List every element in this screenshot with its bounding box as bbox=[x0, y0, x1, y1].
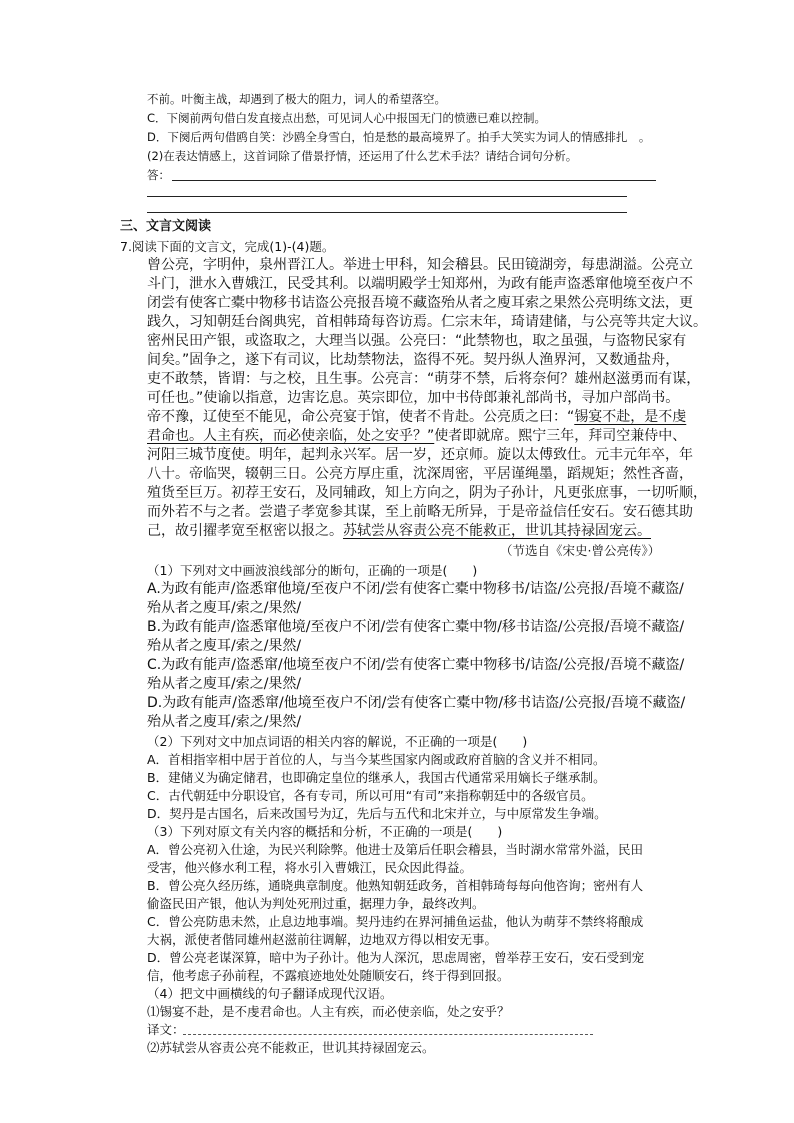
q1-option-c-cont: 殆从者之廋耳/索之/果然/ bbox=[147, 676, 302, 692]
passage-text: 使者即就席。熙宁三年，拜司空兼侍中、 bbox=[434, 428, 687, 444]
q4-sub-1: ⑴锡宴不赴，是不虔君命也。人主有疾，而必使亲临，处之安乎？ bbox=[147, 1004, 510, 1019]
q1-option-d[interactable]: D.为政有能声/盗悉窜/他境至夜户不闭/尝有使客亡橐中物/移书诘盗/公亮报/吾境不藏盗/ bbox=[147, 695, 686, 711]
passage-line: 殖货至巨万。初荐王安石，及同辅政，知上方向之，阴为子孙计，凡更张庶事，一切听顺， bbox=[147, 485, 707, 501]
passage-line: 吏不敢禁，皆谓：与之校，且生事。公亮言：“萌芽不禁，后将奈何？雄州赵滋勇而有谋， bbox=[147, 371, 701, 387]
q2-option-b[interactable]: B．建储义为确定储君，也即确定皇位的继承人，我国古代通常采用嫡长子继承制。 bbox=[147, 770, 606, 785]
q1-option-a[interactable]: A.为政有能声/盗悉窜他境/至夜户不闭/尝有使客亡橐中物移书/诘盗/公亮报/吾境不藏盗/ bbox=[147, 581, 684, 597]
passage-line: 八十。帝临哭，辍朝三日。公亮方厚庄重，沈深周密，平居谨绳墨，蹈规矩；然性吝啬， bbox=[147, 466, 693, 482]
answer-line-2[interactable] bbox=[147, 196, 627, 197]
question-7-intro: 7.阅读下面的文言文，完成(1)-(4)题。 bbox=[120, 239, 335, 254]
q3-option-d[interactable]: D．曾公亮老谋深算，暗中为子孙计。他为人深沉，思虑周密，曾举荐王安石，安石受到宠 bbox=[147, 950, 645, 965]
passage-line: 河阳三城节度使。明年，起判永兴军。居一岁，还京师。旋以太傅致仕。元丰元年卒，年 bbox=[147, 447, 693, 463]
passage-line: 践久，习知朝廷台阁典宪，首相韩琦每咨访焉。仁宗末年，琦请建储，与公亮等共定大议。 bbox=[147, 314, 707, 330]
passage-line: 曾公亮，字明仲，泉州晋江人。举进士甲科，知会稽县。民田镜湖旁，每患湖溢。公亮立 bbox=[147, 257, 693, 273]
passage-line: 密州民田产银，或盗取之，大理当以强。公亮曰：“此禁物也，取之虽强，与盗物民家有 bbox=[147, 333, 687, 349]
underlined-sentence-1b: 君命也。人主有疾，而必使亲临，处之安乎？” bbox=[147, 428, 435, 444]
underlined-sentence-1a: 锡宴不赴，是不虔 bbox=[574, 409, 687, 425]
passage-line bbox=[147, 427, 686, 446]
q3-option-c[interactable]: C．曾公亮防患未然，止息边地事端。契丹违约在界河捕鱼运盐，他认为萌芽不禁终将酿成 bbox=[147, 914, 644, 929]
q1-stem: （1）下列对文中画波浪线部分的断句，正确的一项是( ) bbox=[147, 563, 478, 578]
section-heading: 三、文言文阅读 bbox=[120, 219, 212, 234]
q1-option-b-cont: 殆从者之廋耳/索之/果然/ bbox=[147, 638, 302, 654]
option-c: C．下阕前两句借白发直接点出愁，可见词人心中报国无门的愤懑已难以控制。 bbox=[147, 111, 547, 125]
q3-option-b[interactable]: B．曾公亮久经历练，通晓典章制度。他熟知朝廷政务，首相韩琦每每向他咨询；密州有人 bbox=[147, 878, 644, 893]
passage-line bbox=[147, 408, 686, 427]
answer-line-3[interactable] bbox=[147, 212, 627, 213]
option-d: D．下阕后两句借鸥自笑：沙鸥全身雪白，怕是愁的最高境界了。拍手大笑实为词人的情感排扎 。 bbox=[147, 130, 651, 144]
q1-option-d-cont: 殆从者之廋耳/索之/果然/ bbox=[147, 714, 302, 730]
q3-option-b-cont: 偷盗民田产银，他认为判处死刑过重，据理力争，最终改判。 bbox=[147, 896, 485, 911]
q4-stem: （4）把文中画横线的句子翻译成现代汉语。 bbox=[147, 986, 393, 1001]
passage-line: 斗门，泄水入曹娥江，民受其利。以端明殿学士知郑州，为政有能声盗悉窜他境至夜户不 bbox=[147, 276, 693, 292]
q2-stem: （2）下列对文中加点词语的相关内容的解说，不正确的一项是( ) bbox=[147, 734, 528, 749]
answer-label: 答： bbox=[147, 168, 170, 182]
passage-text: 帝不豫，辽使至不能见，命公亮宴于馆，使者不肯赴。公亮质之曰：“ bbox=[147, 409, 575, 425]
passage-line: 而外若不与之者。尝遣子孝宽参其谋，至上前略无所异，于是帝益信任安石。安石德其助 bbox=[147, 504, 693, 520]
passage-line: 间矣。”固争之，遂下有司议，比劫禁物法，盗得不死。契丹纵人渔界河，又数通盐舟， bbox=[147, 352, 680, 368]
option-b-tail: 不前。叶衡主战，却遇到了极大的阻力，词人的希望落空。 bbox=[147, 92, 446, 106]
q3-option-d-cont: 信，他考虑子孙前程，不露痕迹地处处随顺安石，终于得到回报。 bbox=[147, 968, 510, 983]
answer-line-1[interactable] bbox=[172, 180, 656, 181]
q1-option-b[interactable]: B.为政有能声/盗悉窜他境/至夜户不闭/尝有使客亡橐中物/移书诘盗/公亮报/吾境不藏盗/ bbox=[147, 619, 685, 635]
passage-source: （节选自《宋史·曾公亮传》） bbox=[500, 543, 661, 558]
passage-line: 可任也。”使谕以指意，边害讫息。英宗即位，加中书侍郎兼礼部尚书，寻加户部尚书。 bbox=[147, 390, 680, 406]
passage-text: 己，故引擢孝宽至枢密以报之。 bbox=[147, 523, 343, 539]
q2-option-c[interactable]: C．古代朝廷中分职设官，各有专司，所以可用“有司”来指称朝廷中的各级官员。 bbox=[147, 788, 594, 803]
passage-line bbox=[147, 522, 651, 541]
underlined-sentence-2: 苏轼尝从容责公亮不能救正，世讥其持禄固宠云。 bbox=[343, 523, 651, 539]
q1-option-c[interactable]: C.为政有能声/盗悉窜/他境至夜户不闭/尝有使客亡橐中物移书/诘盗/公亮报/吾境不藏盗/ bbox=[147, 657, 685, 673]
q1-option-a-cont: 殆从者之廋耳/索之/果然/ bbox=[147, 600, 302, 616]
translation-label: 译文： bbox=[147, 1022, 185, 1037]
q3-option-a[interactable]: A．曾公亮初入仕途，为民兴利除弊。他进士及第后任职会稽县，当时湖水常常外溢，民田 bbox=[147, 842, 644, 857]
question-2: (2)在表达情感上，这首词除了借景抒情，还运用了什么艺术手法？请结合词句分析。 bbox=[147, 149, 578, 163]
q3-option-c-cont: 大祸，派使者偕同雄州赵滋前往调解，边地双方得以相安无事。 bbox=[147, 932, 498, 947]
q2-option-a[interactable]: A．首相指宰相中居于首位的人，与当今某些国家内阁或政府首脑的含义并不相同。 bbox=[147, 752, 606, 767]
translation-answer-line[interactable] bbox=[183, 1034, 593, 1035]
q2-option-d[interactable]: D．契丹是古国名，后来改国号为辽，先后与五代和北宋并立，与中原常发生争端。 bbox=[147, 806, 607, 821]
q3-stem: （3）下列对原文有关内容的概括和分析，不正确的一项是( ) bbox=[147, 824, 503, 839]
q4-sub-2: ⑵苏轼尝从容责公亮不能救正，世讥其持禄固宠云。 bbox=[147, 1040, 435, 1055]
q3-option-a-cont: 受害，他兴修水利工程，将水引入曹娥江，民众因此得益。 bbox=[147, 860, 473, 875]
passage-line: 闭尝有使客亡橐中物移书诘盗公亮报吾境不藏盗殆从者之廋耳索之果然公亮明练文法，更 bbox=[147, 295, 693, 311]
